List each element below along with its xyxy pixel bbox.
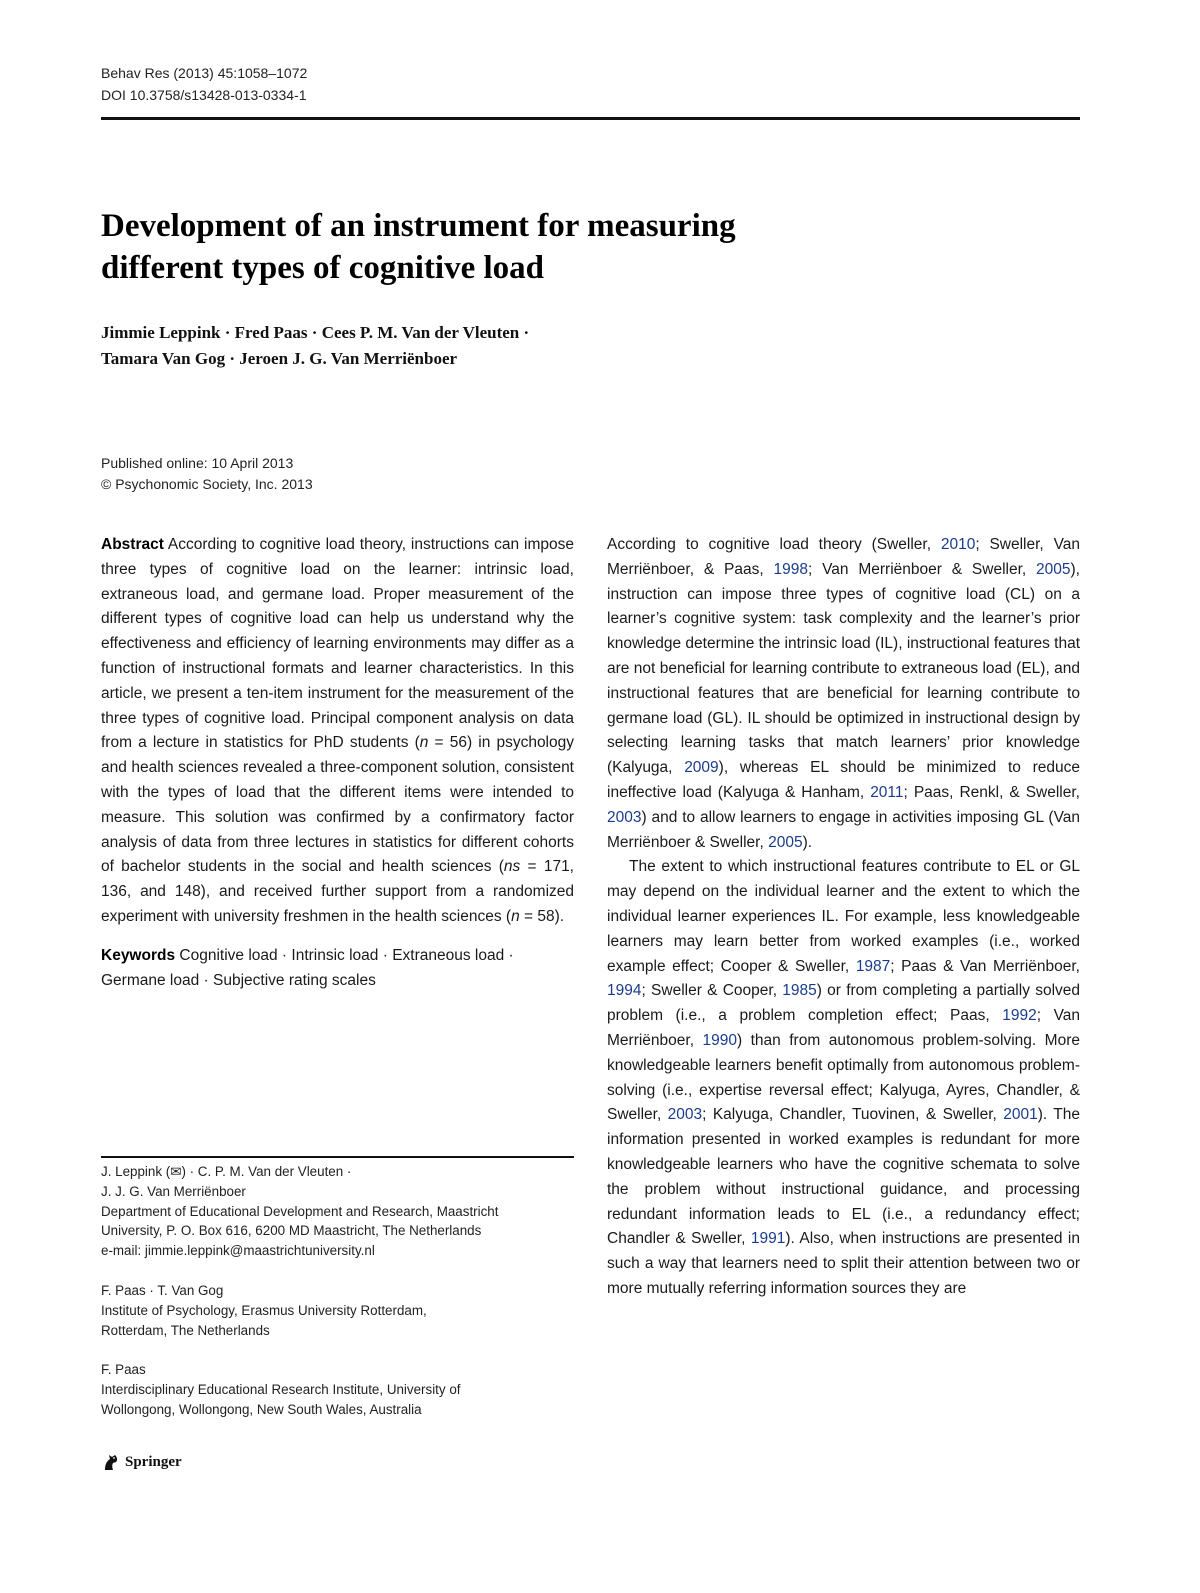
citation-link[interactable]: 2003 (667, 1106, 703, 1124)
abstract-text: According to cognitive load theory, instructions can impose three types of cognitive load on the learner: intrinsic load, extraneous load, and germane load. Proper measurement of the different types of cognitive load can help us understand why the effectiveness and efficiency of learning environments may differ as a function of instructional formats and learner characteristics. In this article, we present a ten-item instrument for the measurement of the three types of cognitive load. Principal component analysis on data from a lecture in statistics for PhD students ( (101, 536, 574, 752)
citation-link[interactable]: 2003 (607, 808, 642, 826)
abstract-n3: n (511, 907, 520, 925)
abstract (101, 533, 574, 930)
citation-link[interactable]: 1985 (782, 982, 817, 1000)
body-text: ), instruction can impose three types of cognitive load (CL) on a learner’s cognitive system: task complexity and the learner’s prior knowledge determine the intrinsic load (IL), instructional features that are not beneficial for learning contribute to extraneous load (EL), and instructional features that are beneficial for learning contribute to germane load (GL). IL should be optimized in instructional design by selecting learning tasks that match learners’ prior knowledge (Kalyuga, (607, 560, 1080, 777)
body-text: ; Sweller & Cooper, (641, 982, 783, 1000)
body-text: According to cognitive load theory (Sweller, (607, 536, 941, 553)
body-text: ; Van Merriënboer, (607, 1007, 1080, 1049)
citation-link[interactable]: 1992 (1002, 1007, 1037, 1025)
affiliation-org: Wollongong, Wollongong, New South Wales, Australia (101, 1401, 422, 1417)
citation-link[interactable]: 1998 (773, 560, 808, 578)
citation-link[interactable]: 2010 (940, 536, 976, 553)
title-line-2: different types of cognitive load (101, 250, 545, 286)
journal-header (101, 62, 307, 106)
right-column (607, 533, 1080, 1302)
citation-link[interactable]: 2005 (768, 833, 803, 851)
keywords-text: Cognitive load · Intrinsic load · Extraneous load · Germane load · Subjective rating scales (101, 946, 514, 989)
affiliation-email[interactable]: e-mail: jimmie.leppink@maastrichtuniversity.nl (101, 1243, 375, 1259)
citation-link[interactable]: 1987 (855, 957, 891, 975)
citation-link[interactable]: 1990 (702, 1031, 737, 1049)
springer-horse-icon (101, 1452, 121, 1472)
body-text: ). The information presented in worked examples is redundant for more knowledgeable learners who have the cognitive schemata to solve the problem without instructional guidance, and processing redundant information leads to EL (i.e., a redundancy effect; Chandler & Sweller, (607, 1106, 1080, 1248)
body-text: ) and to allow learners to engage in activities imposing GL (Van Merriënboer & Sweller, (607, 808, 1080, 851)
affiliation-names: J. Leppink (✉) · C. P. M. Van der Vleuten · (101, 1164, 352, 1179)
published-date: Published online: 10 April 2013 (101, 455, 294, 471)
body-text: The extent to which instructional features contribute to EL or GL may depend on the individual learner and the extent to which the individual learner experiences IL. For example, less knowledgeable learners may learn better from worked examples (i.e., worked example effect; Cooper & Sweller, (607, 858, 1080, 975)
body-text: ) or from completing a partially solved problem (i.e., a problem completion effect; Paas, (607, 982, 1081, 1025)
affiliation-1 (101, 1162, 581, 1261)
citation-link[interactable]: 2011 (870, 783, 904, 801)
citation-link[interactable]: 1994 (607, 982, 642, 1000)
body-text: ; Kalyuga, Chandler, Tuovinen, & Sweller, (702, 1106, 1004, 1124)
affiliation-names: F. Paas (101, 1362, 146, 1377)
affiliation-names: F. Paas · T. Van Gog (101, 1283, 224, 1298)
body-paragraph-2 (607, 855, 1080, 1301)
citation-link[interactable]: 1991 (750, 1230, 786, 1248)
abstract-text: = 171, 136, and 148), and received further support from a randomized experiment with university freshmen in the health sciences ( (101, 858, 574, 925)
abstract-text: = 58). (519, 907, 565, 925)
body-paragraph-1 (607, 533, 1080, 855)
body-text: ). (802, 833, 813, 851)
affiliation-names: J. J. G. Van Merriënboer (101, 1183, 246, 1199)
doi[interactable]: DOI 10.3758/s13428-013-0334-1 (101, 87, 307, 103)
body-text: ). Also, when instructions are presented in such a way that learners need to split their attention between two or more mutually referring information sources they are (607, 1230, 1080, 1297)
authors-line-1: Jimmie Leppink · Fred Paas · Cees P. M. Van der Vleuten · (101, 323, 530, 342)
header-rule (101, 117, 1080, 120)
publisher-name: Springer (125, 1453, 182, 1470)
publisher-footer (101, 1452, 182, 1472)
citation-link[interactable]: 2009 (684, 759, 719, 777)
paper-title (101, 205, 961, 289)
body-text: ; Sweller, Van Merriënboer, & Paas, (607, 536, 1080, 578)
publication-info (101, 453, 313, 495)
affiliation-org: Rotterdam, The Netherlands (101, 1322, 270, 1338)
body-text: ), whereas EL should be minimized to reduce ineffective load (Kalyuga & Hanham, (607, 759, 1080, 801)
affiliation-rule (101, 1156, 574, 1158)
affiliation-org: University, P. O. Box 616, 6200 MD Maastricht, The Netherlands (101, 1223, 482, 1239)
citation-link[interactable]: 2001 (1003, 1106, 1038, 1124)
keywords-label: Keywords (101, 946, 176, 964)
author-list (101, 320, 529, 372)
body-text: ; Paas & Van Merriënboer, (890, 957, 1080, 975)
affiliation-3 (101, 1360, 581, 1419)
affiliation-org: Interdisciplinary Educational Research Institute, University of (101, 1381, 461, 1397)
title-line-1: Development of an instrument for measuring (101, 208, 736, 244)
abstract-label: Abstract (101, 536, 164, 553)
body-text: ; Van Merriënboer & Sweller, (807, 560, 1037, 578)
authors-line-2: Tamara Van Gog · Jeroen J. G. Van Merriënboer (101, 349, 458, 368)
abstract-n1: n (419, 734, 429, 752)
abstract-n2: ns (503, 858, 521, 876)
affiliation-org: Institute of Psychology, Erasmus University Rotterdam, (101, 1302, 427, 1318)
keywords (101, 944, 574, 994)
citation-link[interactable]: 2005 (1036, 560, 1071, 578)
abstract-text: = 56) in psychology and health sciences revealed a three-component solution, consistent with the types of load that the different items were intended to measure. This solution was confirmed by a confirmatory factor analysis of data from three lectures in statistics for different cohorts of bachelor students in the social and health sciences ( (101, 734, 574, 876)
body-text: ; Paas, Renkl, & Sweller, (903, 783, 1080, 801)
citation: Behav Res (2013) 45:1058–1072 (101, 65, 308, 81)
affiliation-org: Department of Educational Development and Research, Maastricht (101, 1203, 499, 1219)
copyright: © Psychonomic Society, Inc. 2013 (101, 476, 313, 492)
affiliation-2 (101, 1281, 581, 1340)
body-text: ) than from autonomous problem-solving. More knowledgeable learners benefit optimally from autonomous problem-solving (i.e., expertise reversal effect; Kalyuga, Ayres, Chandler, & Sweller, (607, 1031, 1080, 1124)
left-column (101, 533, 574, 993)
